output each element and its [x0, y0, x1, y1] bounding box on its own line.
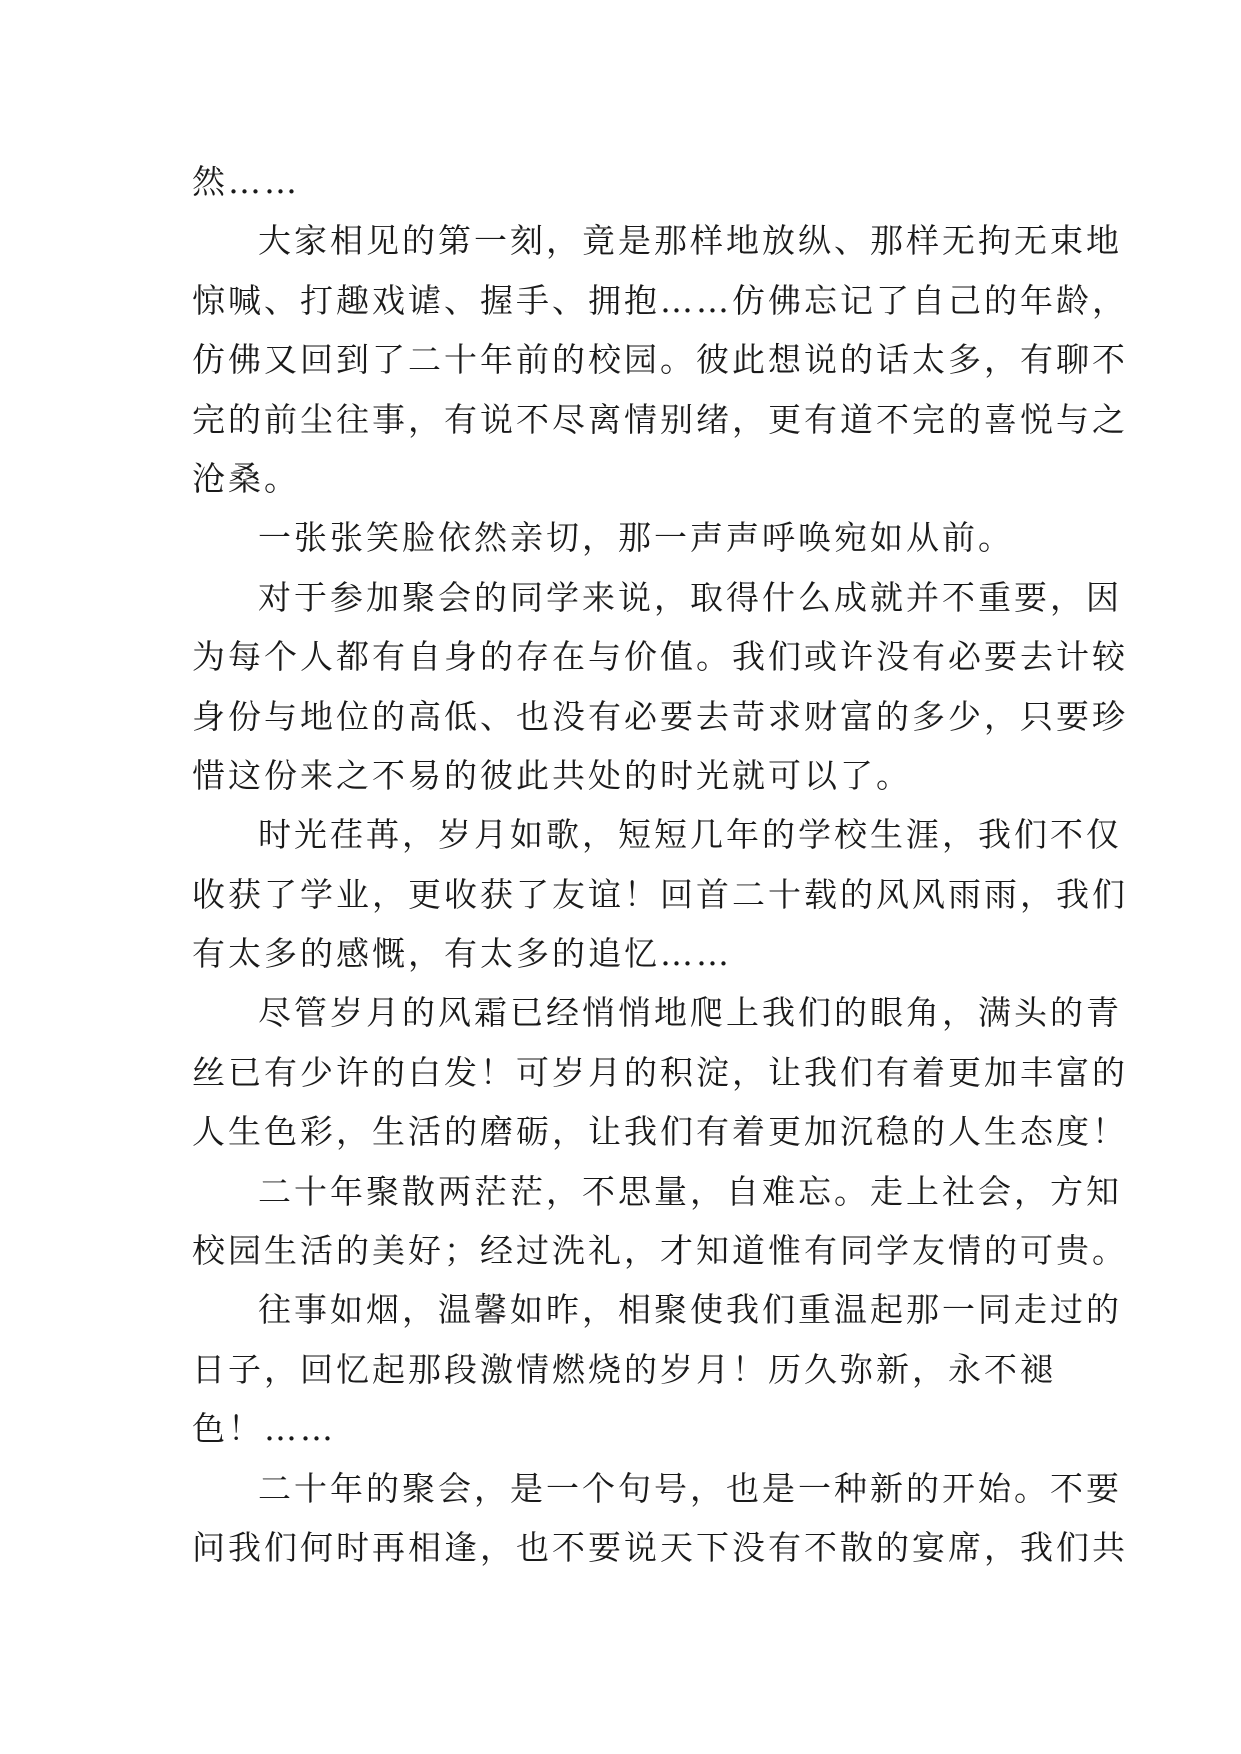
text-line: 收获了学业，更收获了友谊！回首二十载的风风雨雨，我们: [192, 874, 1128, 914]
text-line: 大家相见的第一刻，竟是那样地放纵、那样无拘无束地: [258, 221, 1122, 261]
text-line: 问我们何时再相逢，也不要说天下没有不散的宴席，我们共: [192, 1527, 1128, 1567]
text-line: 沧桑。: [192, 458, 300, 498]
text-line: 对于参加聚会的同学来说，取得什么成就并不重要，因: [258, 577, 1122, 617]
text-line: 色！……: [192, 1409, 336, 1449]
body-text: [192, 152, 1128, 1577]
text-line: 一张张笑脸依然亲切，那一声声呼唤宛如从前。: [258, 518, 1014, 558]
text-line: 时光荏苒，岁月如歌，短短几年的学校生涯，我们不仅: [258, 815, 1122, 855]
text-line: 仿佛又回到了二十年前的校园。彼此想说的话太多，有聊不: [192, 340, 1128, 380]
text-line: 惊喊、打趣戏谑、握手、拥抱……仿佛忘记了自己的年龄，: [192, 280, 1128, 320]
text-line: 身份与地位的高低、也没有必要去苛求财富的多少，只要珍: [192, 696, 1128, 736]
text-line: 人生色彩，生活的磨砺，让我们有着更加沉稳的人生态度！: [192, 1112, 1128, 1152]
text-line: 校园生活的美好；经过洗礼，才知道惟有同学友情的可贵。: [192, 1231, 1128, 1271]
text-line: 二十年聚散两茫茫，不思量，自难忘。走上社会，方知: [258, 1171, 1122, 1211]
text-line: 丝已有少许的白发！可岁月的积淀，让我们有着更加丰富的: [192, 1052, 1128, 1092]
text-line: 惜这份来之不易的彼此共处的时光就可以了。: [192, 755, 912, 795]
text-line: 二十年的聚会，是一个句号，也是一种新的开始。不要: [258, 1468, 1122, 1508]
text-line: 有太多的感慨，有太多的追忆……: [192, 934, 732, 974]
text-line: 为每个人都有自身的存在与价值。我们或许没有必要去计较: [192, 637, 1128, 677]
text-line: 尽管岁月的风霜已经悄悄地爬上我们的眼角，满头的青: [258, 993, 1122, 1033]
text-line: 日子，回忆起那段激情燃烧的岁月！历久弥新，永不褪: [192, 1349, 1056, 1389]
text-line: 完的前尘往事，有说不尽离情别绪，更有道不完的喜悦与之: [192, 399, 1128, 439]
text-line: 往事如烟，温馨如昨，相聚使我们重温起那一同走过的: [258, 1290, 1122, 1330]
text-line: 然……: [192, 162, 300, 201]
